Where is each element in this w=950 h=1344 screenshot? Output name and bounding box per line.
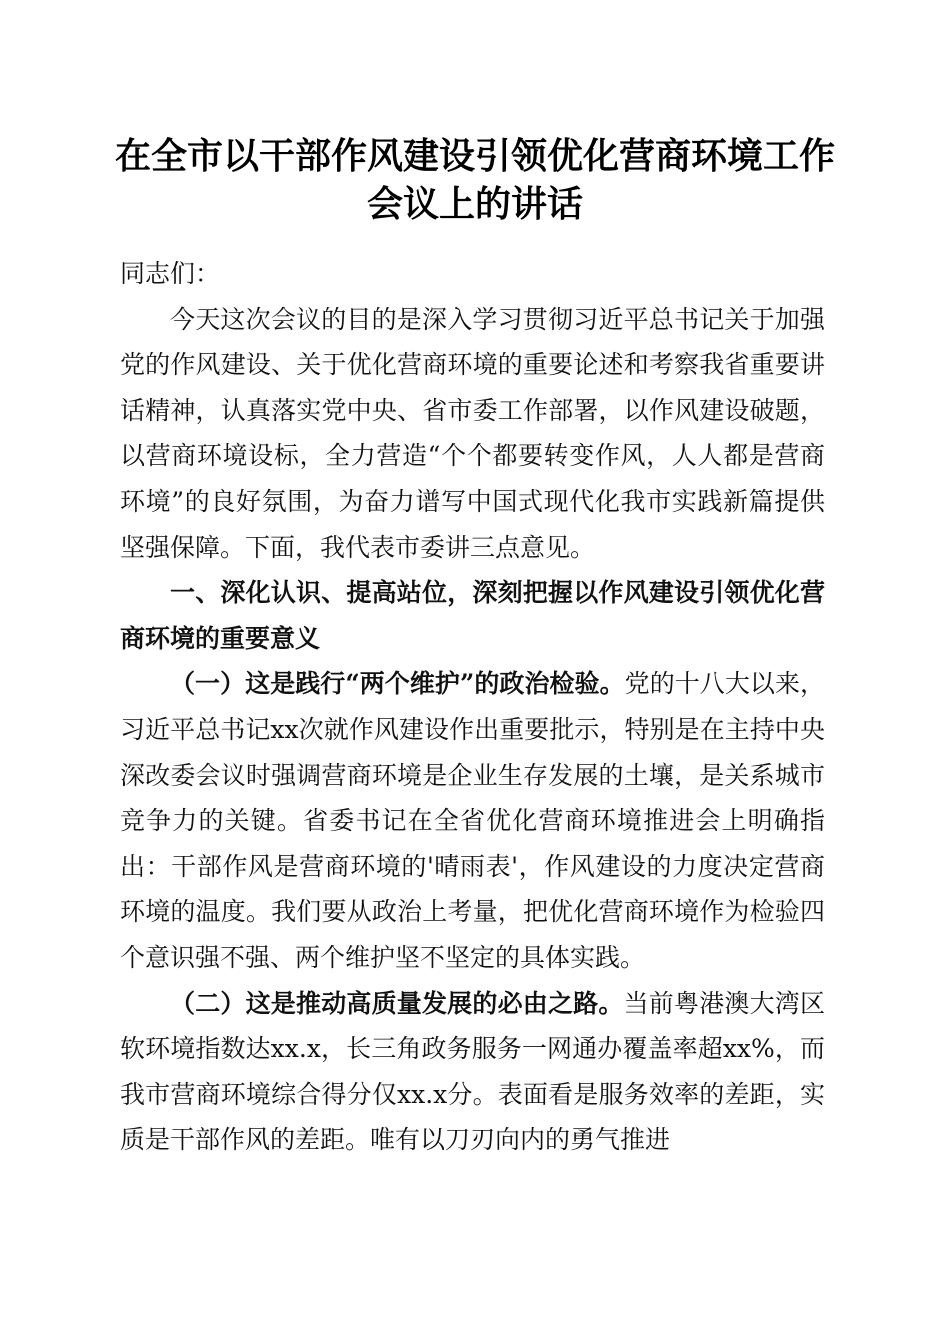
document-body	[120, 251, 825, 1163]
document-title	[110, 132, 840, 228]
salutation: 同志们：	[120, 259, 221, 288]
title-line-1: 在全市以干部作风建设引领优化营商环境工作	[114, 135, 835, 177]
paragraph-2	[120, 981, 825, 1163]
paragraph-1-body: 党的十八大以来，习近平总书记xx次就作风建设作出重要批示，特别是在主持中央深改委会议时强调营商环境是企业生存发展的土壤，是关系城市竞争力的关键。省委书记在全省优化营商环境推进会上明确指出：干部作风是营商环境的'晴雨表'，作风建设的力度决定营商环境的温度。我们要从政治上考量，把优化营商环境作为检验四个意识强不强、两个维护坚不坚定的具体实践。	[120, 669, 825, 972]
paragraph-1-lead: （一）这是践行“两个维护”的政治检验。	[170, 669, 625, 699]
paragraph-2-body: 当前粤港澳大湾区软环境指数达xx.x，长三角政务服务一网通办覆盖率超xx%，而我市营商环境综合得分仅xx.x分。表面看是服务效率的差距，实质是干部作风的差距。唯有以刀刃向内的勇气推进	[120, 988, 825, 1155]
paragraph-2-lead: （二）这是推动高质量发展的必由之路。	[170, 988, 624, 1018]
section-heading-1: 一、深化认识、提高站位，深刻把握以作风建设引领优化营商环境的重要意义	[120, 578, 825, 653]
title-line-2: 会议上的讲话	[366, 183, 583, 225]
paragraph-1	[120, 661, 825, 980]
intro-paragraph: 今天这次会议的目的是深入学习贯彻习近平总书记关于加强党的作风建设、关于优化营商环境的重要论述和考察我省重要讲话精神，认真落实党中央、省市委工作部署，以作风建设破题，以营商环境设标，全力营造“个个都要转变作风，人人都是营商环境”的良好氛围，为奋力谱写中国式现代化我市实践新篇提供坚强保障。下面，我代表市委讲三点意见。	[120, 304, 825, 562]
